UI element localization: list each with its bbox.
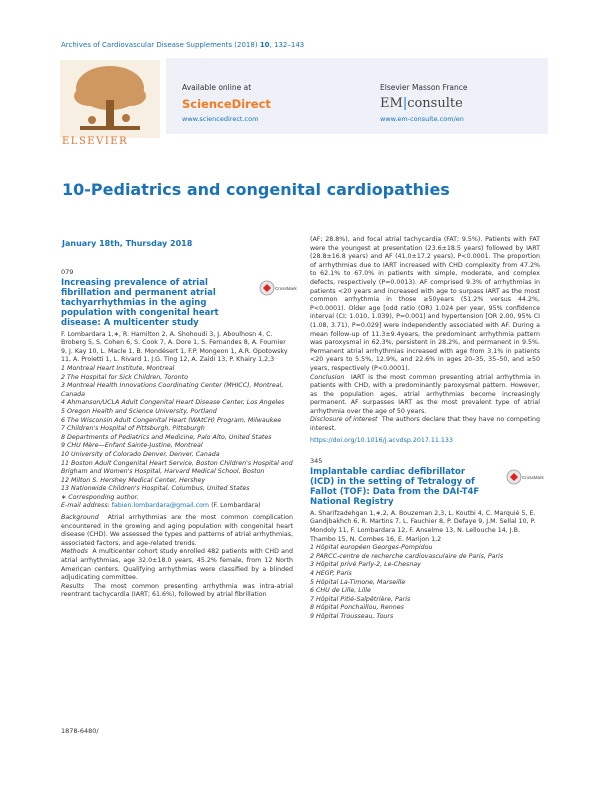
em-consulte-logo: EM|consulte (380, 96, 463, 111)
author-list: F. Lombardara 1,∗, R. Hamilton 2, A. Shohoudi 3, J. Aboulhosn 4, C. Broberg 5, S. Cohen 6, S. Cook 7, A. Dore 1, S. Fernandes 8, A. Fournier 9, J. Kay 10, L. Macle 1, B. Mondésert 1, F.P. Mongeon 1, A.R. Opotowsky 11, A. Proietti 1, L. Rivard 1, J.G. Ting 12, A. Zaidi 13, P. Khairy 1,2,3 (61, 330, 288, 364)
em-consulte-link[interactable]: www.em-consulte.com/en (380, 115, 464, 123)
email-link[interactable]: fabien.lombardara@gmail.com (111, 502, 210, 510)
author-list: A. Sharifzadehgan 1,∗,2, A. Bouzeman 2,3, L. Koutbi 4, C. Marquié 5, E. Gandjbakhch 6, R. Martins 7, L. Fauchier 8, P. Defaye 9, J.M. Sellal 10, P. Mondoly 11, F. Lombardara 12, F. Anselme 13, N. Lellouche 14, J.B. Thambo 15, N. Combes 16, E. Marijon 1,2 (310, 509, 536, 543)
svg-text:CrossMark: CrossMark (275, 285, 297, 291)
left-column (61, 268, 297, 600)
section-title: 10-Pediatrics and congenital cardiopathies (62, 180, 450, 199)
conclusion-paragraph: Conclusion IART is the most common presenting atrial arrhythmia in patients with CHD, with a predominantly paroxysmal pattern. However, as the population ages, atrial arrhythmias become increasingly permanent. AF surpasses IART as the most prevalent type of atrial arrhythmia over the age of 50 years. (310, 373, 540, 415)
affiliation-list (61, 365, 293, 503)
em-label: Elsevier Masson France (380, 83, 468, 92)
affiliation: 2 The Hospital for Sick Children, Toronto (61, 373, 188, 381)
sciencedirect-link[interactable]: www.sciencedirect.com (182, 115, 259, 123)
crossmark-icon[interactable] (506, 467, 544, 487)
available-online-label: Available online at (182, 83, 252, 92)
affiliation: 7 Children's Hospital of Pittsburgh, Pittsburgh (61, 425, 205, 433)
affiliation: 9 Hôpital Trousseau, Tours (310, 612, 394, 620)
affiliation: 7 Hôpital Pitié-Salpêtrière, Paris (310, 595, 411, 603)
disclosure-paragraph: Disclosure of interest The authors declare that they have no competing interest. (310, 416, 541, 433)
affiliation: 2 PARCC-centre de recherche cardiovasculaire de Paris, Paris (310, 552, 504, 560)
abstract-number: 079 (61, 268, 74, 276)
email-line: E-mail address: fabien.lombardara@gmail.com (F. Lombardara) (61, 502, 261, 510)
affiliation: 3 Montreal Health Innovations Coordinating Center (MHICC), Montreal, Canada (61, 382, 284, 398)
affiliation: 8 Hôpital Ponchaillou, Rennes (310, 604, 404, 612)
affiliation: 12 Milton S. Hershey Medical Center, Hershey (61, 476, 206, 484)
affiliation: 6 CHU de Lille, Lille (310, 587, 371, 595)
methods-paragraph: Methods A multicenter cohort study enrolled 482 patients with CHD and atrial arrhythmias, age 32.0±18.0 years, 45.2% female, from 12 North American centers. Qualifying arrhythmias were classified by a blinded adjudicating committee. (61, 548, 293, 582)
affiliation: 5 Hôpital La-Timone, Marseille (310, 578, 406, 586)
issn-footer: 1878-6480/ (61, 727, 99, 735)
elsevier-wordmark: ELSEVIER (62, 136, 129, 147)
results-continued: (AF; 28.8%), and focal atrial tachycardia (FAT; 9.5%). Patients with FAT were the youngest at presentation (23.6±18.5 years) followed by IART (28.8±16.8 years) and AF (41.0±17.2 years), P<0.0001. The proportion of arrhythmias due to IART increased with CHD complexity from 47.2% to 62.1% to 67.0% in patients with simple, moderate, and complex defects, respectively (P=0.0013). AF comprised 9.3% of arrhythmias in patients <20 years and increased with age to surpass IART as the most common arrhythmia in those ≥50years (51.2% versus 44.2%, P<0.0001). Older age [odd ratio (OR) 1.024 per year, 95% confidence interval (CI; 1.010, 1.039), P=0.001] and hypertension [OR 2.00, 95% CI (1.08, 3.71), P=0.029] were independently associated with AF. During a mean follow-up of 11.3±9.4years, the predominant arrhythmia pattern was paroxysmal in 62.3%, persistent in 28.2%, and permanent in 9.5%. Permanent atrial arrhythmias increased with age from 3.1% in patients <20 years to 5.5%, 12.9%, and 22.6% in ages 20–35, 35–50, and ≥50 years, respectively (P<0.0001). (310, 236, 540, 372)
background-paragraph: Background Atrial arrhythmias are the most common complication encountered in the growing and aging population with congenital heart disease (CHD). We assessed the types and patterns of atrial arrhythmias, associated factors, and age-related trends. (61, 514, 293, 547)
affiliation-list (310, 544, 540, 621)
affiliation: 5 Oregon Health and Science University, Portland (61, 407, 217, 415)
affiliation: 6 The Wisconsin Adult Congenital Heart (WAtCH) Program, Milwaukee (61, 416, 282, 424)
sciencedirect-logo: ScienceDirect (182, 97, 271, 111)
right-column (310, 236, 544, 622)
abstract-title: Implantable cardiac defibrillator (ICD) in the setting of Tetralogy of Fallot (TOF): Data from the DAI-T4F National Registry (310, 466, 480, 507)
affiliation: 3 Hôpital privé Parly-2, Le-Chesnay (310, 561, 421, 569)
affiliation: 10 University of Colorado Denver, Denver, Canada (61, 450, 220, 458)
journal-citation: Archives of Cardiovascular Disease Supplements (2018) 10, 132–143 (61, 41, 305, 49)
session-date: January 18th, Thursday 2018 (62, 239, 193, 248)
affiliation: 13 Nationwide Children's Hospital, Columbus, United States (61, 485, 250, 493)
abstract-number: 345 (310, 457, 323, 466)
affiliation: 4 Ahmanson/UCLA Adult Congenital Heart Disease Center, Los Angeles (61, 399, 285, 407)
affiliation: 1 Hôpital européen Georges-Pompidou (310, 544, 433, 552)
affiliation: 4 HEGP, Paris (310, 570, 352, 577)
results-paragraph: Results The most common presenting arrhythmia was intra-atrial reentrant tachycardia (IART; 61.6%), followed by atrial fibrillation (61, 582, 293, 599)
affiliation: ∗ Corresponding author. (61, 493, 139, 501)
affiliation: 9 CHU Mère—Enfant Sainte-Justine, Montreal (61, 442, 203, 450)
abstract-title: Increasing prevalence of atrial fibrillation and permanent atrial tachyarrhythmias in the aging population with congenital heart disease: A multicenter study (61, 277, 219, 328)
affiliation: 1 Montreal Heart Institute, Montreal (61, 364, 175, 372)
doi-link[interactable]: https://doi.org/10.1016/j.acvdsp.2017.11.133 (310, 436, 453, 444)
elsevier-tree-logo (60, 60, 160, 138)
crossmark-icon[interactable] (259, 278, 297, 298)
svg-text:CrossMark: CrossMark (522, 474, 544, 480)
affiliation: 8 Departments of Pediatrics and Medicine, Palo Alto, United States (61, 433, 272, 441)
affiliation: 11 Boston Adult Congenital Heart Service, Boston Children's Hospital and Brigham and Women's Hospital, Harvard Medical School, Boston (61, 459, 293, 476)
